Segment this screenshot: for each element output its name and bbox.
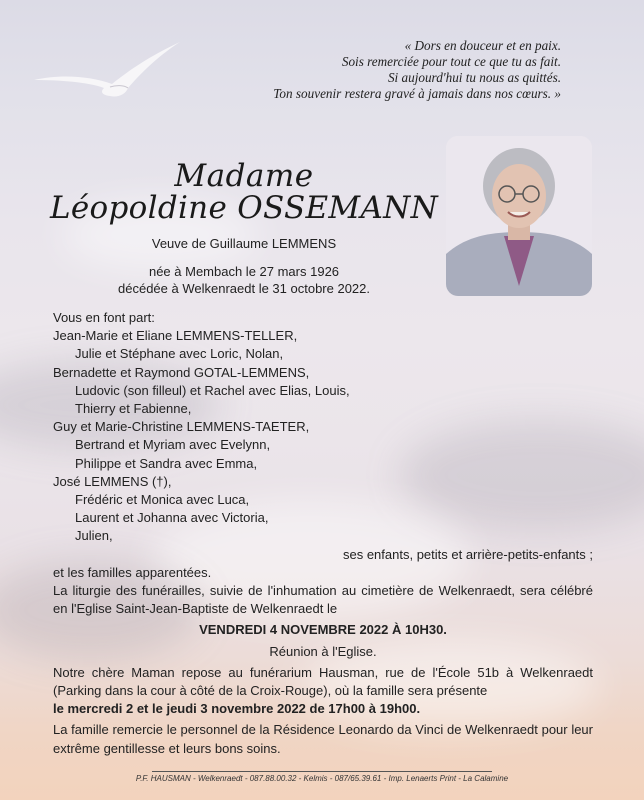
- family-line: Julien,: [75, 528, 113, 544]
- portrait-photo: [446, 136, 592, 296]
- poem-line: Sois remerciée pour tout ce que tu as fait.: [341, 54, 561, 69]
- family-line: Laurent et Johanna avec Victoria,: [75, 510, 269, 526]
- notice-body: [53, 309, 593, 758]
- family-line: Bertrand et Myriam avec Evelynn,: [75, 437, 271, 453]
- thanks: La famille remercie le personnel de la Résidence Leonardo da Vinci de Welkenraedt pour leur extrême gentillesse et leurs bons soins.: [53, 722, 593, 756]
- widow-of: Veuve de Guillaume LEMMENS: [151, 236, 337, 251]
- visiting-hours: le mercredi 2 et le jeudi 3 novembre 2022 de 17h00 à 19h00.: [53, 701, 421, 717]
- liturgy: La liturgie des funérailles, suivie de l'inhumation au cimetière de Welkenraedt, sera célébré en l'Eglise Saint-Jean-Baptiste de Welkenraedt le: [53, 583, 593, 617]
- poem-line: Si aujourd'hui tu nous as quittés.: [387, 70, 561, 85]
- relations: ses enfants, petits et arrière-petits-enfants ;: [342, 546, 593, 562]
- death-info: décédée à Welkenraedt le 31 octobre 2022.: [118, 281, 370, 296]
- footer-divider: [152, 771, 492, 772]
- family-line: Thierry et Fabienne,: [75, 401, 192, 417]
- family-line: Jean-Marie et Eliane LEMMENS-TELLER,: [53, 328, 298, 344]
- family-line: Julie et Stéphane avec Loric, Nolan,: [75, 346, 284, 362]
- title: Madame: [174, 158, 314, 194]
- family-line: Philippe et Sandra avec Emma,: [75, 455, 258, 471]
- meeting-place: Réunion à l'Eglise.: [269, 643, 377, 659]
- family-line: Guy et Marie-Christine LEMMENS-TAETER,: [53, 419, 310, 435]
- intro: Vous en font part:: [53, 310, 155, 325]
- seagull-image: [30, 38, 185, 100]
- family-line: Bernadette et Raymond GOTAL-LEMMENS,: [53, 364, 310, 380]
- poem-line: « Dors en douceur et en paix.: [404, 38, 561, 53]
- deceased-name: Léopoldine OSSEMANN: [50, 190, 438, 226]
- birth-info: née à Membach le 27 mars 1926: [148, 264, 340, 279]
- rest-info: Notre chère Maman repose au funérarium Hausman, rue de l'École 51b à Welkenraedt (Parking dans la cour à côté de la Croix-Rouge), où la famille sera présente: [53, 664, 593, 699]
- funeral-date: VENDREDI 4 NOVEMBRE 2022 À 10H30.: [199, 622, 447, 638]
- poem-line: Ton souvenir restera gravé à jamais dans nos cœurs. »: [273, 86, 561, 101]
- family-line: José LEMMENS (†),: [53, 473, 172, 489]
- poem: [273, 38, 561, 102]
- families: et les familles apparentées.: [53, 564, 212, 580]
- family-line: Ludovic (son filleul) et Rachel avec Elias, Louis,: [75, 382, 350, 398]
- footer: P.F. HAUSMAN - Welkenraedt - 087.88.00.32 - Kelmis - 087/65.39.61 - Imp. Lenaerts Print - La Calamine: [135, 774, 509, 783]
- family-line: Frédéric et Monica avec Luca,: [75, 492, 250, 508]
